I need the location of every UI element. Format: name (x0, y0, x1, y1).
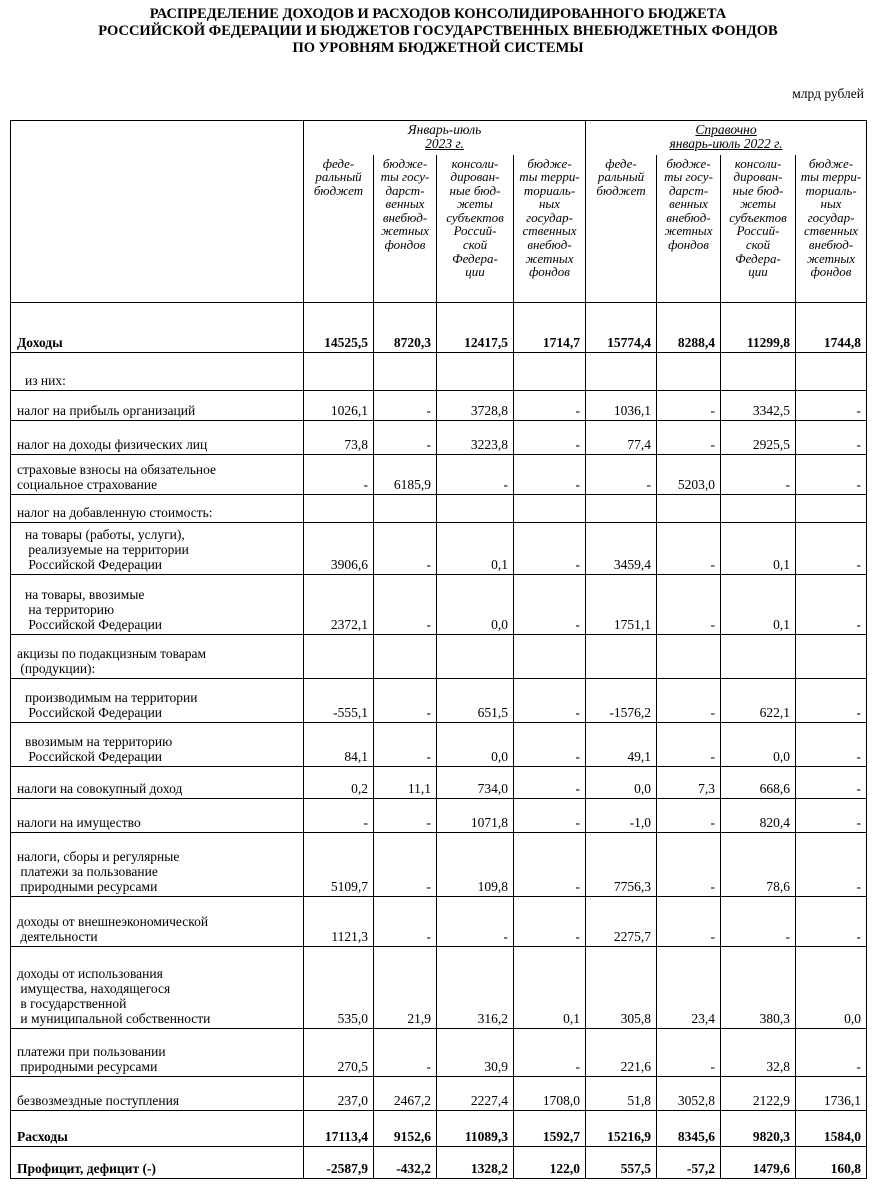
table-cell: - (796, 575, 867, 635)
table-cell: 651,5 (437, 679, 514, 723)
table-cell: 3342,5 (721, 391, 796, 421)
table-row (11, 1077, 867, 1111)
table-cell: 622,1 (721, 679, 796, 723)
table-cell: - (657, 833, 721, 897)
row-label: налог на добавленную стоимость: (11, 495, 304, 523)
table-cell (586, 495, 657, 523)
row-label: на товары, ввозимые на территорию Российской Федерации (11, 575, 304, 635)
table-cell: 1121,3 (304, 897, 374, 947)
table-row (11, 947, 867, 1029)
units-label: млрд рублей (792, 86, 864, 101)
table-cell: -555,1 (304, 679, 374, 723)
table-cell: 23,4 (657, 947, 721, 1029)
table-cell (721, 495, 796, 523)
table-cell: - (514, 523, 586, 575)
table-cell (514, 353, 586, 391)
row-label: Доходы (11, 303, 304, 353)
col-header-regional-consolidated-budgets-2023: консоли- дирован- ные бюд- жеты субъектов Россий- ской Федера- ции (437, 155, 514, 303)
table-cell: 2372,1 (304, 575, 374, 635)
table-row (11, 1147, 867, 1179)
table-cell: - (514, 391, 586, 421)
table-cell: - (437, 897, 514, 947)
table-cell: - (304, 455, 374, 495)
table-cell: 8288,4 (657, 303, 721, 353)
table-cell: 2122,9 (721, 1077, 796, 1111)
table-cell: - (657, 897, 721, 947)
table-cell: - (514, 799, 586, 833)
table-cell: - (374, 833, 437, 897)
table-cell: 0,1 (721, 575, 796, 635)
table-cell: 270,5 (304, 1029, 374, 1077)
table-cell: -57,2 (657, 1147, 721, 1179)
table-cell: - (514, 833, 586, 897)
row-label: безвозмездные поступления (11, 1077, 304, 1111)
table-cell: - (514, 679, 586, 723)
row-label: на товары (работы, услуги), реализуемые на территории Российской Федерации (11, 523, 304, 575)
table-cell: 5109,7 (304, 833, 374, 897)
table-cell: - (374, 679, 437, 723)
table-cell: - (657, 679, 721, 723)
table-row (11, 421, 867, 455)
table-row (11, 523, 867, 575)
table-cell: 84,1 (304, 723, 374, 767)
table-cell: 78,6 (721, 833, 796, 897)
table-cell: 3728,8 (437, 391, 514, 421)
table-cell: 1584,0 (796, 1111, 867, 1147)
table-cell: 2925,5 (721, 421, 796, 455)
table-cell: 1708,0 (514, 1077, 586, 1111)
col-header-state-extrabudgetary-funds-2022: бюдже- ты госу- дарст- венных внебюд- жетных фондов (657, 155, 721, 303)
row-label: страховые взносы на обязательное социальное страхование (11, 455, 304, 495)
table-cell (657, 495, 721, 523)
table-cell (586, 353, 657, 391)
row-label: из них: (11, 353, 304, 391)
table-cell: 51,8 (586, 1077, 657, 1111)
row-label: ввозимым на территорию Российской Федерации (11, 723, 304, 767)
table-cell: - (796, 1029, 867, 1077)
table-cell: - (514, 767, 586, 799)
table-cell: - (721, 897, 796, 947)
table-row (11, 833, 867, 897)
table-cell: 0,0 (796, 947, 867, 1029)
table-cell: - (796, 799, 867, 833)
table-cell: 0,2 (304, 767, 374, 799)
table-row (11, 1111, 867, 1147)
table-row (11, 575, 867, 635)
table-cell: 12417,5 (437, 303, 514, 353)
col-header-state-extrabudgetary-funds-2023: бюдже- ты госу- дарст- венных внебюд- жетных фондов (374, 155, 437, 303)
table-cell: 73,8 (304, 421, 374, 455)
table-cell (374, 635, 437, 679)
table-cell: - (514, 897, 586, 947)
table-cell: - (796, 767, 867, 799)
group-2022-line1: Справочно (695, 122, 757, 137)
table-cell: 3906,6 (304, 523, 374, 575)
table-cell: - (374, 897, 437, 947)
table-cell (437, 635, 514, 679)
table-cell: - (796, 897, 867, 947)
table-row (11, 303, 867, 353)
table-cell: 380,3 (721, 947, 796, 1029)
table-cell: 15774,4 (586, 303, 657, 353)
table-cell: - (374, 1029, 437, 1077)
row-label: налоги, сборы и регулярные платежи за пользование природными ресурсами (11, 833, 304, 897)
table-cell (304, 353, 374, 391)
table-cell: 0,1 (437, 523, 514, 575)
table-cell: - (657, 523, 721, 575)
table-cell (721, 635, 796, 679)
table-cell: - (514, 575, 586, 635)
table-row (11, 799, 867, 833)
table-cell: -1,0 (586, 799, 657, 833)
table-cell: 14525,5 (304, 303, 374, 353)
table-cell: 557,5 (586, 1147, 657, 1179)
table-cell: 0,0 (437, 575, 514, 635)
table-cell: 1026,1 (304, 391, 374, 421)
row-label: Расходы (11, 1111, 304, 1147)
table-cell: 221,6 (586, 1029, 657, 1077)
table-cell: 237,0 (304, 1077, 374, 1111)
table-row (11, 1029, 867, 1077)
table-cell: 2227,4 (437, 1077, 514, 1111)
table-cell: -432,2 (374, 1147, 437, 1179)
table-cell (374, 353, 437, 391)
table-cell (586, 635, 657, 679)
table-cell: 1036,1 (586, 391, 657, 421)
col-header-federal-budget-2022: феде- ральный бюджет (586, 155, 657, 303)
table-cell: 0,0 (437, 723, 514, 767)
table-cell: - (657, 421, 721, 455)
header-group-2023 (304, 121, 586, 155)
table-cell: - (657, 391, 721, 421)
table-cell: 77,4 (586, 421, 657, 455)
table-cell: 11,1 (374, 767, 437, 799)
table-cell (721, 353, 796, 391)
table-cell: 8345,6 (657, 1111, 721, 1147)
table-cell: 122,0 (514, 1147, 586, 1179)
table-cell: 820,4 (721, 799, 796, 833)
table-cell: - (796, 391, 867, 421)
table-cell (657, 353, 721, 391)
table-cell: - (586, 455, 657, 495)
table-cell: 17113,4 (304, 1111, 374, 1147)
table-cell: 1751,1 (586, 575, 657, 635)
table-row (11, 353, 867, 391)
table-cell: - (796, 833, 867, 897)
table-cell: 0,0 (586, 767, 657, 799)
table-cell: -1576,2 (586, 679, 657, 723)
table-cell: - (657, 575, 721, 635)
table-cell: 49,1 (586, 723, 657, 767)
table-cell: - (796, 523, 867, 575)
title-line-3: ПО УРОВНЯМ БЮДЖЕТНОЙ СИСТЕМЫ (292, 40, 584, 56)
table-row (11, 679, 867, 723)
table-cell: 2467,2 (374, 1077, 437, 1111)
table-cell: 7,3 (657, 767, 721, 799)
col-header-territorial-funds-2022: бюдже- ты терри- ториаль- ных государ- ственных внебюд- жетных фондов (796, 155, 867, 303)
table-cell: - (657, 723, 721, 767)
table-cell: 0,1 (721, 523, 796, 575)
table-cell: - (374, 799, 437, 833)
table-cell: 316,2 (437, 947, 514, 1029)
row-label: налог на прибыль организаций (11, 391, 304, 421)
table-row (11, 723, 867, 767)
table-cell: - (796, 679, 867, 723)
budget-table (10, 120, 867, 1179)
table-cell: 305,8 (586, 947, 657, 1029)
table-row (11, 391, 867, 421)
table-cell: 15216,9 (586, 1111, 657, 1147)
row-label: налог на доходы физических лиц (11, 421, 304, 455)
table-cell: - (657, 799, 721, 833)
group-2023-line1: Январь-июль (407, 122, 482, 137)
group-2023-line2: 2023 г. (425, 135, 464, 151)
table-cell: - (514, 421, 586, 455)
table-cell: 5203,0 (657, 455, 721, 495)
table-cell (514, 495, 586, 523)
table-cell (374, 495, 437, 523)
table-cell: 668,6 (721, 767, 796, 799)
table-cell (796, 495, 867, 523)
col-header-regional-consolidated-budgets-2022: консоли- дирован- ные бюд- жеты субъектов Россий- ской Федера- ции (721, 155, 796, 303)
table-cell: 109,8 (437, 833, 514, 897)
table-cell: 160,8 (796, 1147, 867, 1179)
title-line-1: РАСПРЕДЕЛЕНИЕ ДОХОДОВ И РАСХОДОВ КОНСОЛИДИРОВАННОГО БЮДЖЕТА (149, 6, 727, 22)
table-cell (514, 635, 586, 679)
table-cell: - (796, 421, 867, 455)
table-cell: -2587,9 (304, 1147, 374, 1179)
row-label: акцизы по подакцизным товарам (продукции): (11, 635, 304, 679)
table-row (11, 455, 867, 495)
table-cell: - (374, 523, 437, 575)
table-row (11, 635, 867, 679)
table-cell: 1479,6 (721, 1147, 796, 1179)
table-cell: - (796, 723, 867, 767)
table-cell: 3052,8 (657, 1077, 721, 1111)
table-cell: - (514, 723, 586, 767)
table-cell: 1328,2 (437, 1147, 514, 1179)
table-cell: 9152,6 (374, 1111, 437, 1147)
row-label: Профицит, дефицит (-) (11, 1147, 304, 1179)
table-cell: - (514, 455, 586, 495)
table-cell (304, 635, 374, 679)
table-cell: 21,9 (374, 947, 437, 1029)
table-cell: - (514, 1029, 586, 1077)
table-cell: - (374, 575, 437, 635)
table-cell: 3223,8 (437, 421, 514, 455)
table-cell (796, 635, 867, 679)
table-cell: - (374, 391, 437, 421)
row-label: производимым на территории Российской Федерации (11, 679, 304, 723)
title-line-2: РОССИЙСКОЙ ФЕДЕРАЦИИ И БЮДЖЕТОВ ГОСУДАРСТВЕННЫХ ВНЕБЮДЖЕТНЫХ ФОНДОВ (98, 23, 778, 39)
table-cell (304, 495, 374, 523)
header-group-2022 (586, 121, 867, 155)
table-cell (657, 635, 721, 679)
table-cell: 6185,9 (374, 455, 437, 495)
row-label: доходы от внешнеэкономической деятельности (11, 897, 304, 947)
table-cell: - (374, 421, 437, 455)
table-cell: 1071,8 (437, 799, 514, 833)
table-cell: 8720,3 (374, 303, 437, 353)
row-label: налоги на имущество (11, 799, 304, 833)
document-title (0, 6, 876, 57)
table-cell: 1592,7 (514, 1111, 586, 1147)
row-label: доходы от использования имущества, находящегося в государственной и муниципальной собственности (11, 947, 304, 1029)
table-cell: 7756,3 (586, 833, 657, 897)
table-cell: 9820,3 (721, 1111, 796, 1147)
table-cell (796, 353, 867, 391)
table-cell: 1736,1 (796, 1077, 867, 1111)
table-cell: - (304, 799, 374, 833)
table-cell (437, 353, 514, 391)
group-2022-line2: январь-июль 2022 г. (669, 135, 783, 151)
table-cell: 1744,8 (796, 303, 867, 353)
table-cell: 1714,7 (514, 303, 586, 353)
table-cell: 11089,3 (437, 1111, 514, 1147)
header-corner (11, 121, 304, 303)
table-cell: 2275,7 (586, 897, 657, 947)
table-row (11, 495, 867, 523)
table-cell: 11299,8 (721, 303, 796, 353)
col-header-territorial-funds-2023: бюдже- ты терри- ториаль- ных государ- ственных внебюд- жетных фондов (514, 155, 586, 303)
table-row (11, 767, 867, 799)
table-cell: - (657, 1029, 721, 1077)
table-cell: 0,0 (721, 723, 796, 767)
table-cell: - (721, 455, 796, 495)
table-cell: 30,9 (437, 1029, 514, 1077)
table-cell: 32,8 (721, 1029, 796, 1077)
table-cell (437, 495, 514, 523)
row-label: платежи при пользовании природными ресурсами (11, 1029, 304, 1077)
table-cell: 3459,4 (586, 523, 657, 575)
table-cell: - (374, 723, 437, 767)
table-cell: 0,1 (514, 947, 586, 1029)
table-row (11, 897, 867, 947)
table-cell: 734,0 (437, 767, 514, 799)
table-cell: 535,0 (304, 947, 374, 1029)
table-cell: - (796, 455, 867, 495)
row-label: налоги на совокупный доход (11, 767, 304, 799)
table-cell: - (437, 455, 514, 495)
col-header-federal-budget-2023: феде- ральный бюджет (304, 155, 374, 303)
